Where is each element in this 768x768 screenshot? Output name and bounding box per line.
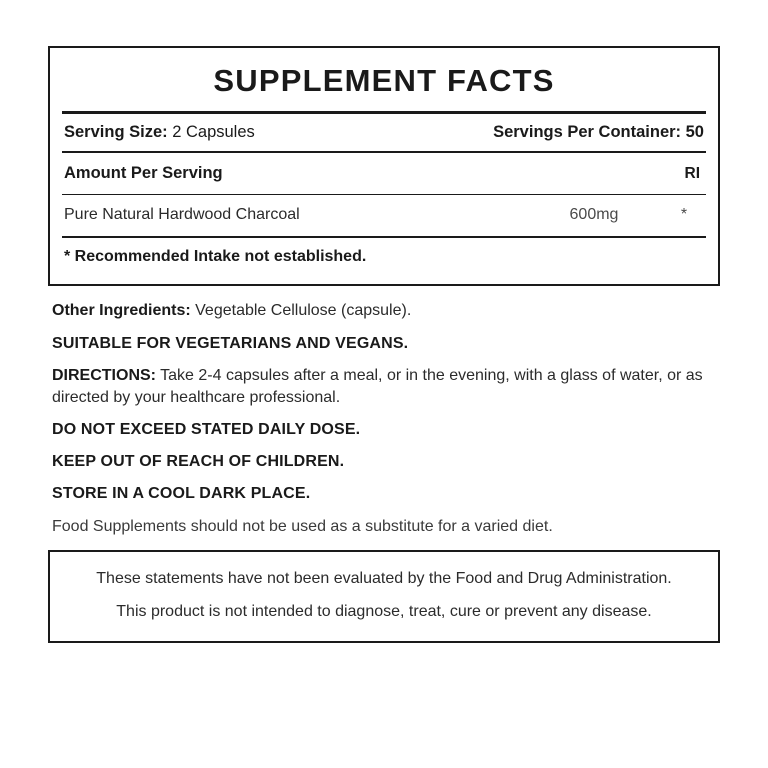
nutrient-amount: 600mg: [569, 205, 619, 223]
disclaimer-line-2: This product is not intended to diagnose, treat, cure or prevent any disease.: [116, 603, 652, 621]
label-info-block: [48, 286, 720, 537]
other-ingredients-label: Other Ingredients:: [52, 301, 191, 319]
food-supplement-note: Food Supplements should not be used as a substitute for a varied diet.: [52, 517, 553, 535]
store-line: STORE IN A COOL DARK PLACE.: [52, 485, 311, 503]
nutrient-ri: *: [680, 205, 688, 223]
panel-title: SUPPLEMENT FACTS: [213, 63, 555, 98]
disclaimer-line-1: These statements have not been evaluated by the Food and Drug Administration.: [96, 569, 672, 587]
other-ingredients-line: [52, 300, 716, 321]
nutrient-name: Pure Natural Hardwood Charcoal: [64, 205, 300, 223]
serving-size-value: 2 Capsules: [172, 122, 255, 141]
supplement-facts-panel: [48, 46, 720, 286]
serving-size-label: Serving Size:: [64, 122, 168, 141]
do-not-exceed-line: DO NOT EXCEED STATED DAILY DOSE.: [52, 420, 361, 438]
keep-out-of-reach-line: KEEP OUT OF REACH OF CHILDREN.: [52, 453, 345, 471]
panel-footnote: * Recommended Intake not established.: [64, 247, 367, 265]
amount-per-serving-label: Amount Per Serving: [64, 163, 223, 182]
amount-header-row: [62, 153, 706, 194]
nutrient-row: [62, 195, 706, 236]
directions-line: [52, 365, 716, 408]
other-ingredients-value: Vegetable Cellulose (capsule).: [195, 301, 412, 319]
directions-label: DIRECTIONS:: [52, 367, 156, 385]
serving-info-row: [62, 114, 706, 151]
servings-per-container: Servings Per Container: 50: [493, 122, 704, 141]
directions-value: Take 2-4 capsules after a meal, or in the evening, with a glass of water, or as directed by your healthcare professional.: [52, 367, 703, 406]
serving-size: [64, 123, 255, 142]
ri-label: RI: [684, 164, 700, 182]
fda-disclaimer-box: [48, 550, 720, 643]
suitable-line: SUITABLE FOR VEGETARIANS AND VEGANS.: [52, 335, 409, 353]
